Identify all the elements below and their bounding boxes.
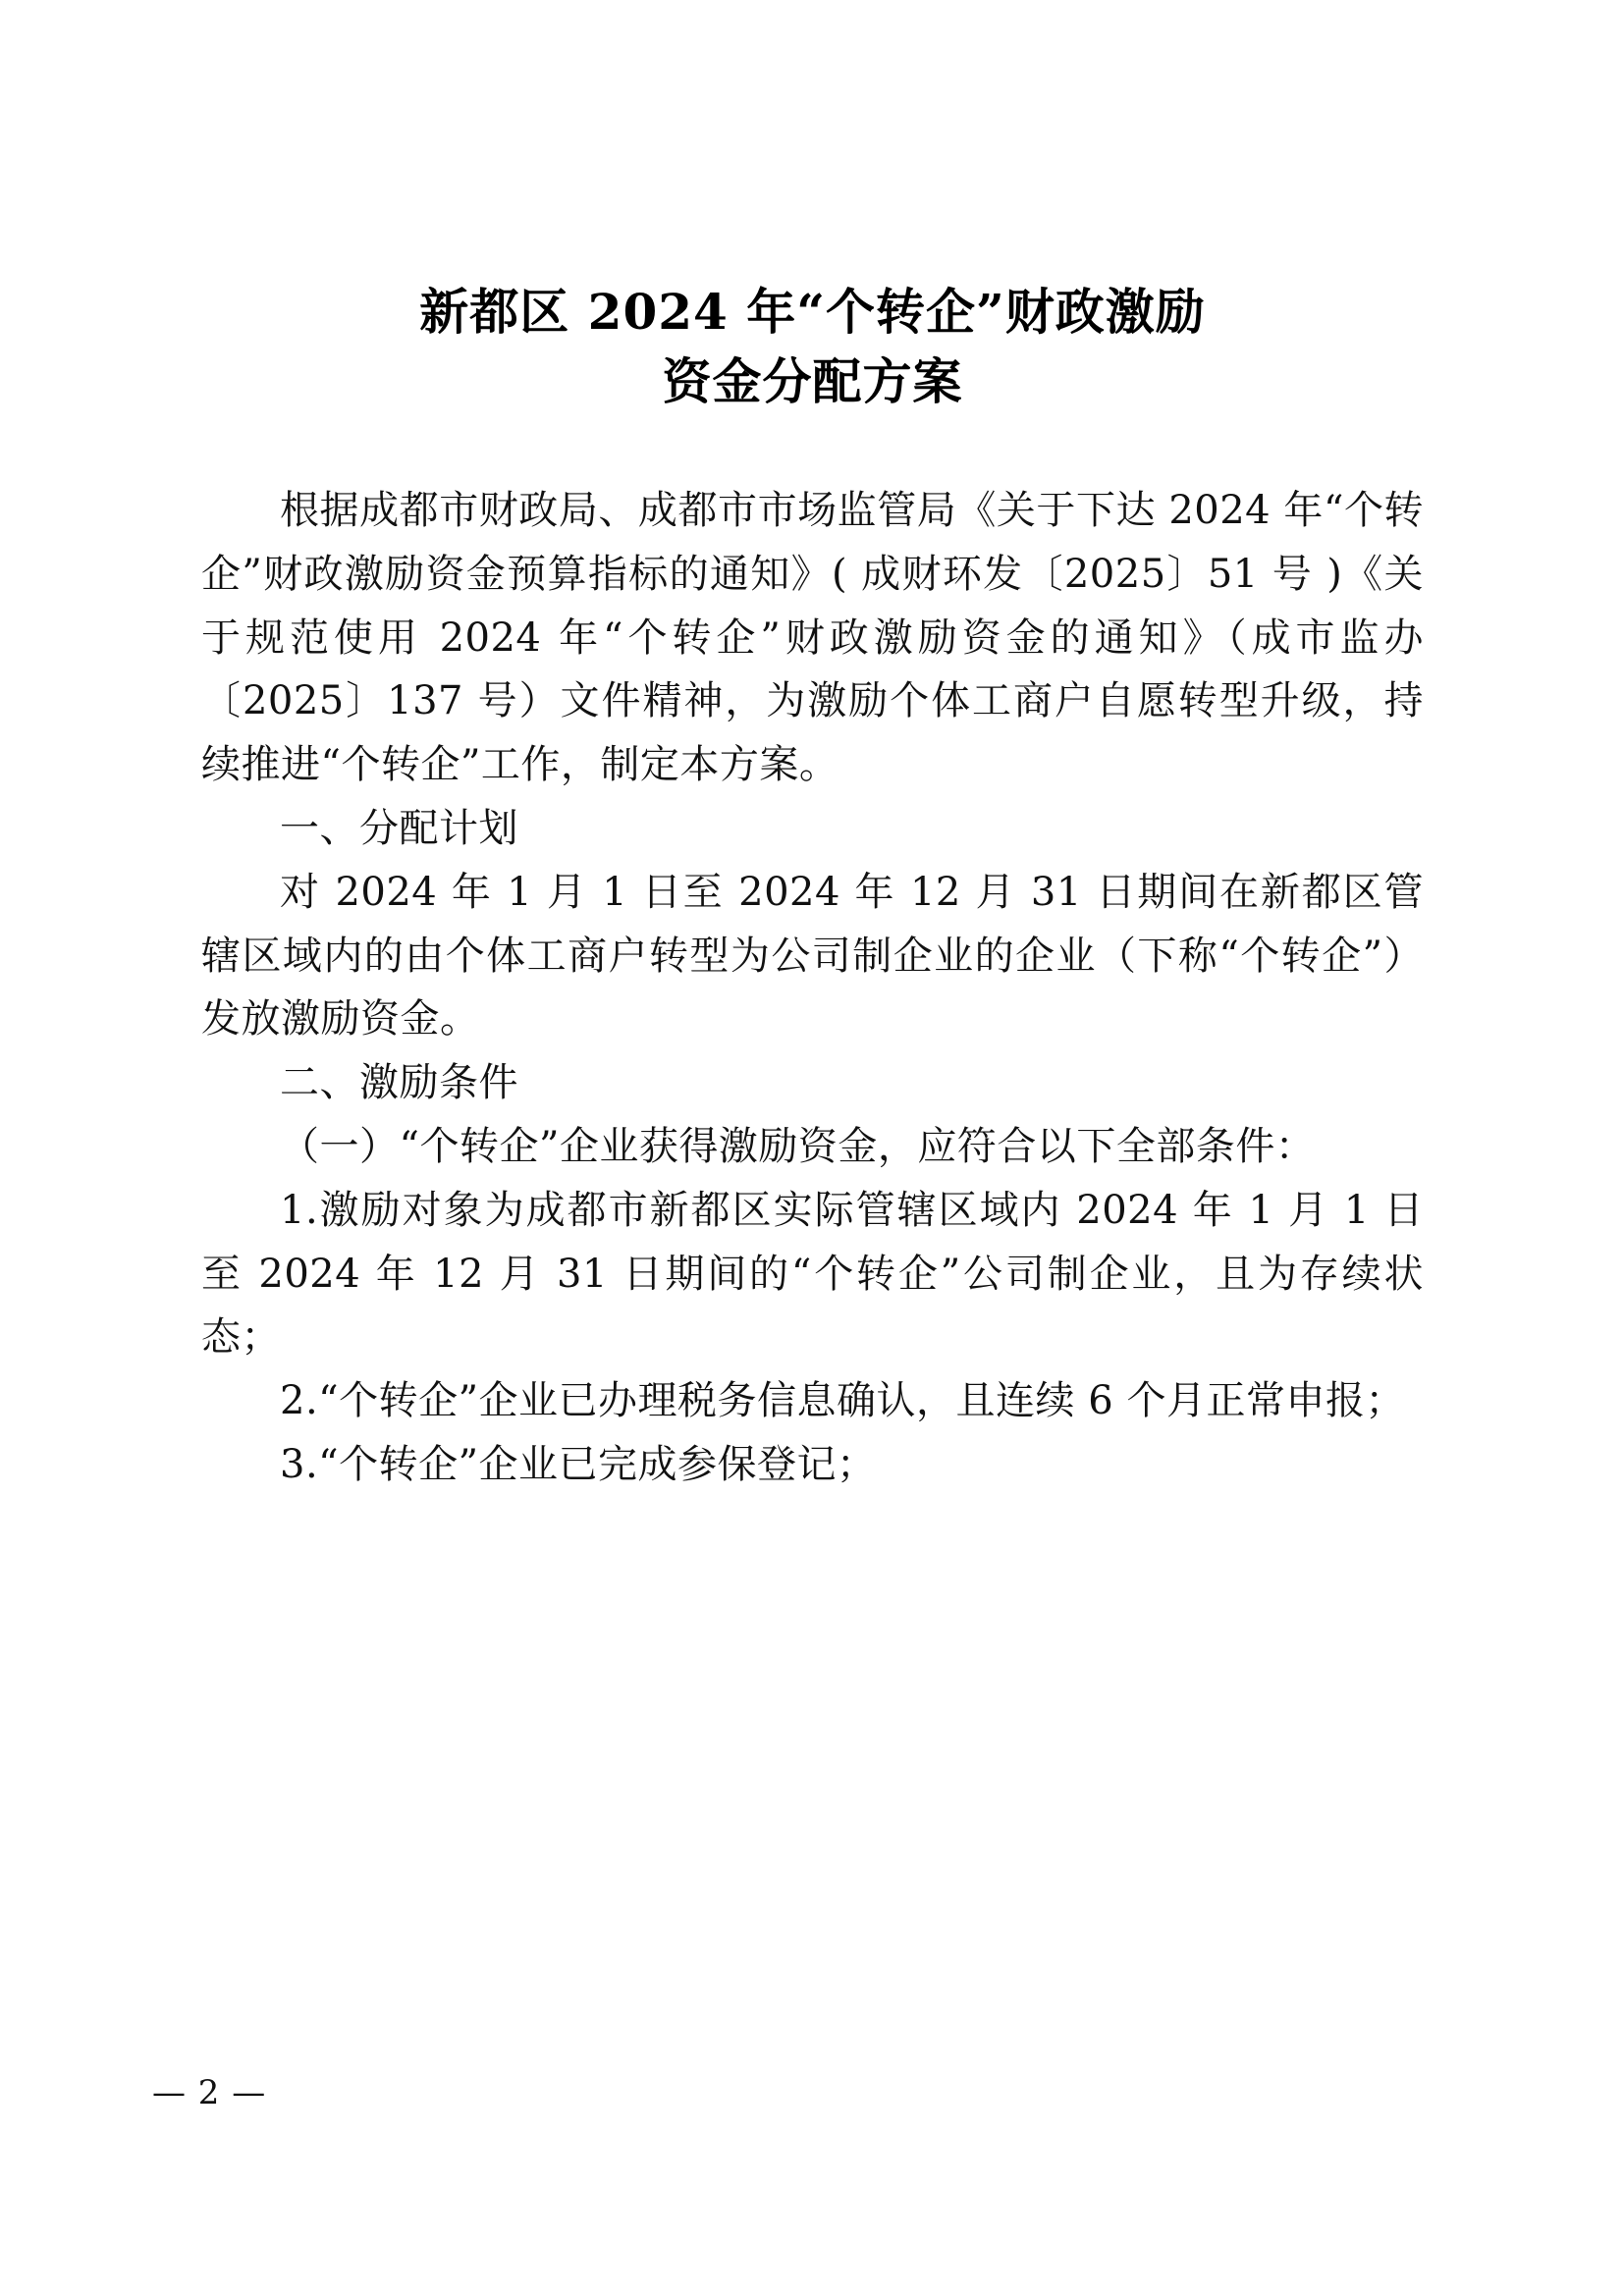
document-content <box>201 479 1424 1497</box>
paragraph-condition-1: 1.激励对象为成都市新都区实际管辖区域内 2024 年 1 月 1 日至 2024 年 12 月 31 日期间的“个转企”公司制企业，且为存续状态； <box>201 1187 1424 1361</box>
paragraph-allocation-plan: 对 2024 年 1 月 1 日至 2024 年 12 月 31 日期间在新都区管辖区域内的由个体工商户转型为公司制企业的企业（下称“个转企”）发放激励资金。 <box>201 869 1424 1042</box>
heading-section-two: 二、激励条件 <box>280 1060 518 1106</box>
paragraph-condition-3: 3.“个转企”企业已完成参保登记； <box>280 1441 877 1487</box>
heading-section-one: 一、分配计划 <box>280 805 518 851</box>
document-body <box>201 0 1424 1497</box>
page-number: — 2 — <box>152 2073 267 2112</box>
title-line-1: 新都区 2024 年“个转企”财政激励 <box>419 283 1206 341</box>
paragraph-conditions-intro: （一）“个转企”企业获得激励资金，应符合以下全部条件： <box>280 1123 1316 1169</box>
paragraph-condition-2: 2.“个转企”企业已办理税务信息确认，且连续 6 个月正常申报； <box>280 1378 1405 1424</box>
paragraph-intro: 根据成都市财政局、成都市市场监管局《关于下达 2024 年“个转企”财政激励资金预算指标的通知》( 成财环发〔2025〕51 号 )《关于规范使用 2024 年“个转企”财政激励资金的通知》（成市监办〔2025〕137 号）文件精神，为激励个体工商户自愿转型升级，持续推进“个转企”工作，制定本方案。 <box>201 488 1424 788</box>
page-title <box>201 0 1424 416</box>
title-line-2: 资金分配方案 <box>662 352 963 410</box>
